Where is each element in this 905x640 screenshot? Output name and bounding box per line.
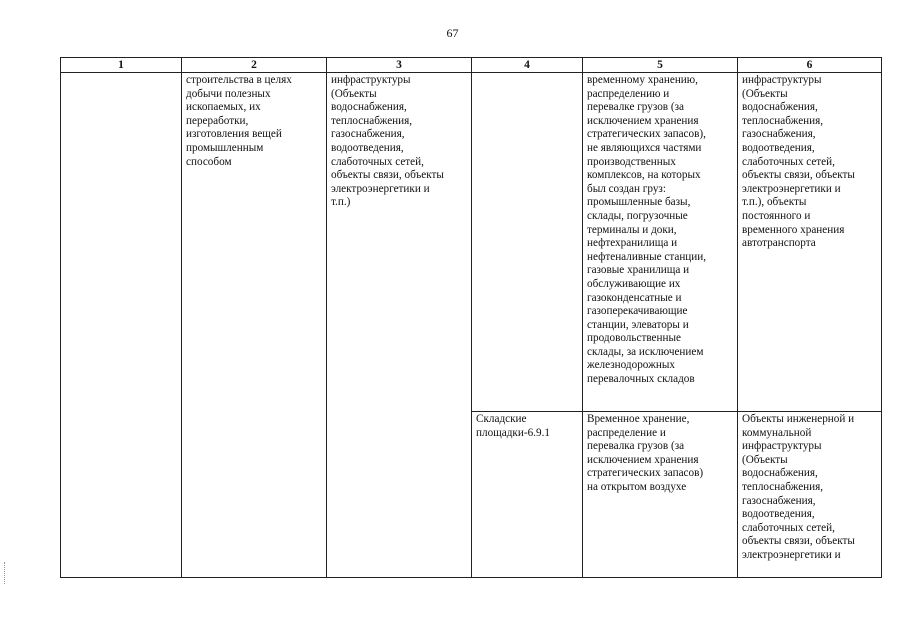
page-number: 67 — [446, 26, 459, 40]
table-cell-col6 — [738, 412, 882, 578]
table-cell-col5 — [583, 412, 738, 578]
table-row — [61, 73, 882, 412]
column-header-1: 1 — [61, 58, 182, 73]
column-header-6: 6 — [738, 58, 882, 73]
scan-edge-mark — [4, 562, 6, 584]
table-cell-col4 — [472, 412, 583, 578]
cell-text: Объекты инженерной и коммунальной инфраструктуры (Объекты водоснабжения, теплоснабжения, газоснабжения, водоотведения, слаботочных сетей, объекты связи, объекты электроэнергетики и — [742, 413, 855, 561]
zoning-table — [60, 57, 882, 578]
column-header-3: 3 — [327, 58, 472, 73]
cell-text: строительства в целях добычи полезных ископаемых, их переработки, изготовления вещей промышленным способом — [186, 74, 292, 168]
column-header-4: 4 — [472, 58, 583, 73]
table-header-row — [61, 58, 882, 73]
table-cell-col2 — [182, 73, 327, 578]
cell-text: Складские площадки-6.9.1 — [476, 413, 550, 439]
cell-text: Временное хранение, распределение и перевалка грузов (за исключением хранения стратегических запасов) на открытом воздухе — [587, 413, 704, 493]
cell-text: инфраструктуры (Объекты водоснабжения, теплоснабжения, газоснабжения, водоотведения, слаботочных сетей, объекты связи, объекты электроэнергетики и т.п.) — [331, 74, 444, 209]
table-cell-col3 — [327, 73, 472, 578]
table-cell-col5 — [583, 73, 738, 412]
cell-text: инфраструктуры (Объекты водоснабжения, теплоснабжения, газоснабжения, водоотведения, слаботочных сетей, объекты связи, объекты электроэнергетики и т.п.), объекты постоянного и временного хранения автотранспорта — [742, 74, 855, 250]
cell-text: временному хранению, распределению и перевалке грузов (за исключением хранения стратегических запасов), не являющихся частями производственных комплексов, на которых был создан груз: промышленные базы, склады, погрузочные терминалы и доки, нефтехранилища и нефтеналивные станции, газовые хранилища и обслуживающие их газоконденсатные и газоперекачивающие станции, элеваторы и продовольственные склады, за исключением железнодорожных перевалочных складов — [587, 74, 707, 386]
table-cell-col4 — [472, 73, 583, 412]
column-header-5: 5 — [583, 58, 738, 73]
table-cell-col1 — [61, 73, 182, 578]
column-header-2: 2 — [182, 58, 327, 73]
table-cell-col6 — [738, 73, 882, 412]
